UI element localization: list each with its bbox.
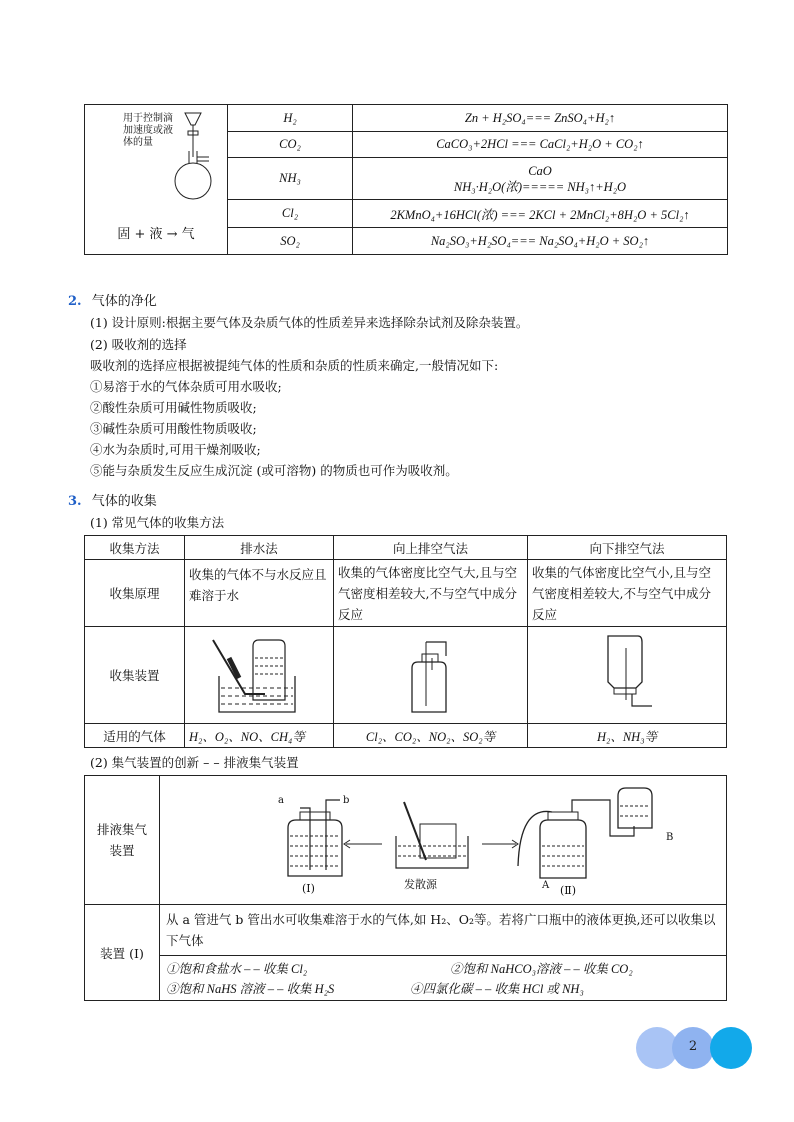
downward-air-diagram <box>528 628 726 723</box>
section-number: 2. <box>68 294 82 309</box>
header-cell: 排水法 <box>185 536 334 560</box>
option-item: ①饱和食盐水 – – 收集 Cl₂ <box>166 962 308 976</box>
gas-cell: Cl₂ <box>228 200 353 228</box>
diagram-cell <box>160 776 727 905</box>
port-b-label: b <box>343 795 350 806</box>
row-label-text: 排液集气装置 <box>96 822 147 858</box>
reaction-table <box>84 104 728 255</box>
section3-heading <box>68 490 157 509</box>
upward-air-diagram <box>334 628 527 723</box>
gases-cell: H₂、O₂、NO、CH₄等 <box>185 724 334 748</box>
principle-cell: 收集的气体密度比空气大,且与空气密度相差较大,不与空气中成分反应 <box>334 560 528 627</box>
equation-cell: 2KMnO₄+16HCl(浓) === 2KCl + 2MnCl₂+8H₂O + 5Cl₂↑ <box>353 200 728 228</box>
header-cell: 向上排空气法 <box>334 536 528 560</box>
gas-cell: SO₂ <box>228 228 353 255</box>
row-label: 适用的气体 <box>85 724 185 748</box>
collection-methods-table <box>84 535 727 748</box>
gas-cell: H₂ <box>228 105 353 132</box>
gases-cell: H₂、NH₃等 <box>528 724 727 748</box>
options-grid <box>160 956 726 1000</box>
gas-cell: CO₂ <box>228 132 353 158</box>
paragraph: (2) 吸收剂的选择 <box>90 337 187 352</box>
center-caption: 发散源 <box>404 878 437 891</box>
apparatus-label: 用于控制滴加速度或液体的量 <box>123 113 173 148</box>
option-item: ②饱和 NaHCO₃溶液 – – 收集 CO₂ <box>450 962 633 976</box>
water-displacement-diagram <box>185 628 333 723</box>
subheading: (1) 常见气体的收集方法 <box>90 515 225 530</box>
paragraph: ⑤能与杂质发生反应生成沉淀 (或可溶物) 的物质也可作为吸收剂。 <box>90 463 458 478</box>
row-label <box>85 776 160 905</box>
device-cell <box>334 627 528 724</box>
paragraph: (1) 设计原则:根据主要气体及杂质气体的性质差异来选择除杂试剂及除杂装置。 <box>90 315 529 330</box>
row-label: 收集原理 <box>85 560 185 627</box>
row-label: 收集装置 <box>85 627 185 724</box>
paragraph: ②酸性杂质可用碱性物质吸收; <box>90 400 257 415</box>
flask-funnel-diagram <box>145 111 215 211</box>
paragraph: ③碱性杂质可用酸性物质吸收; <box>90 421 257 436</box>
paragraph: 吸收剂的选择应根据被提纯气体的性质和杂质的性质来确定,一般情况如下: <box>90 358 499 373</box>
equation-cell: Na₂SO₃+H₂SO₄=== Na₂SO₄+H₂O + SO₂↑ <box>353 228 728 255</box>
description-cell <box>160 905 727 1001</box>
catalyst: CaO <box>528 163 552 178</box>
page-number: 2 <box>688 1039 698 1054</box>
equation-cell <box>353 158 728 200</box>
bottle-B-label: B <box>666 832 674 843</box>
gases-cell: Cl₂、CO₂、NO₂、SO₂等 <box>334 724 528 748</box>
subheading: (2) 集气装置的创新 – – 排液集气装置 <box>90 755 299 770</box>
apparatus-cell <box>85 105 228 255</box>
equation-text: NH₃·H₂O(浓)===== NH₃↑+H₂O <box>453 179 627 194</box>
row-label: 装置 (Ⅰ) <box>85 905 160 1001</box>
header-cell: 收集方法 <box>85 536 185 560</box>
paragraph: ④水为杂质时,可用干燥剂吸收; <box>90 442 261 457</box>
header-cell: 向下排空气法 <box>528 536 727 560</box>
liquid-collection-diagram <box>160 776 720 904</box>
device-type: 固 + 液 → 气 <box>117 227 195 242</box>
principle-cell: 收集的气体密度比空气小,且与空气密度相差较大,不与空气中成分反应 <box>528 560 727 627</box>
liquid-collection-table <box>84 775 727 1001</box>
page-number-badge <box>636 1027 752 1069</box>
device-I-label: (Ⅰ) <box>302 882 315 895</box>
option-item: ④四氯化碳 – – 收集 HCl 或 NH₃ <box>410 982 584 996</box>
equation-cell: CaCO₃+2HCl === CaCl₂+H₂O + CO₂↑ <box>353 132 728 158</box>
device-cell <box>185 627 334 724</box>
equation-cell: Zn + H₂SO₄=== ZnSO₄+H₂↑ <box>353 105 728 132</box>
principle-cell: 收集的气体不与水反应且难溶于水 <box>185 560 334 627</box>
option-item: ③饱和 NaHS 溶液 – – 收集 H₂S <box>166 982 335 996</box>
section-title: 气体的收集 <box>91 494 157 509</box>
paragraph: ①易溶于水的气体杂质可用水吸收; <box>90 379 282 394</box>
badge-circle-dark <box>710 1027 752 1069</box>
section-number: 3. <box>68 494 82 509</box>
bottle-A-label: A <box>542 880 550 891</box>
device-II-label: (Ⅱ) <box>560 884 577 897</box>
description-text: 从 a 管进气 b 管出水可收集难溶于水的气体,如 H₂、O₂等。若将广口瓶中的液体更换,还可以收集以下气体 <box>160 905 726 956</box>
port-a-label: a <box>278 795 284 806</box>
gas-cell: NH₃ <box>228 158 353 200</box>
device-cell <box>528 627 727 724</box>
section2-heading <box>68 290 157 309</box>
section-title: 气体的净化 <box>91 294 157 309</box>
